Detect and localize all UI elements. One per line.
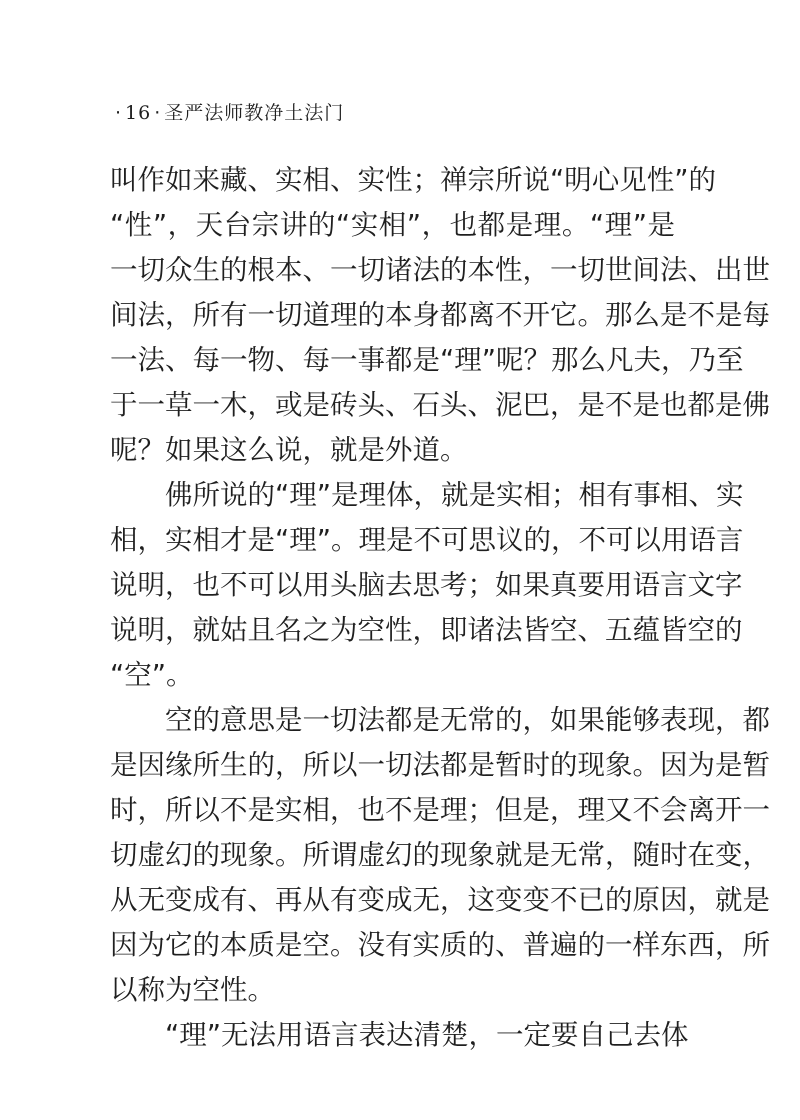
text-line: 间法，所有一切道理的本身都离不开它。那么是不是每 (110, 299, 770, 331)
text-line: “空”。 (110, 659, 194, 691)
text-line: 时，所以不是实相，也不是理；但是，理又不会离开一 (110, 794, 770, 826)
text-line: 说明，就姑且名之为空性，即诸法皆空、五蕴皆空的 (110, 614, 743, 646)
text-line: 相，实相才是“理”。理是不可思议的，不可以用语言 (110, 524, 744, 556)
text-line: 于一草一木，或是砖头、石头、泥巴，是不是也都是佛 (110, 389, 770, 421)
text-line: 叫作如来藏、实相、实性；禅宗所说“明心见性”的 (110, 164, 716, 196)
page-number: 16 (125, 102, 152, 124)
text-line: 是因缘所生的，所以一切法都是暂时的现象。因为是暂 (110, 749, 770, 781)
running-header (112, 98, 344, 125)
paragraph (110, 158, 770, 473)
text-line: 一切众生的根本、一切诸法的本性，一切世间法、出世 (110, 254, 770, 286)
text-line: 从无变成有、再从有变成无，这变变不已的原因，就是 (110, 884, 770, 916)
text-line: 空的意思是一切法都是无常的，如果能够表现，都 (165, 704, 770, 736)
text-line: 呢？如果这么说，就是外道。 (110, 434, 468, 466)
header-dot-left: · (115, 102, 123, 124)
text-line: 切虚幻的现象。所谓虚幻的现象就是无常，随时在变， (110, 839, 770, 871)
paragraph (110, 698, 770, 1013)
paragraph (110, 473, 744, 698)
text-line: “性”，天台宗讲的“实相”，也都是理。“理”是 (110, 209, 675, 241)
text-line: 一法、每一物、每一事都是“理”呢？那么凡夫，乃至 (110, 344, 744, 376)
text-line: 说明，也不可以用头脑去思考；如果真要用语言文字 (110, 569, 743, 601)
text-line: 因为它的本质是空。没有实质的、普遍的一样东西，所 (110, 929, 770, 961)
book-title: 圣严法师教净土法门 (164, 102, 345, 124)
paragraph (110, 1013, 689, 1058)
text-line: “理”无法用语言表达清楚，一定要自己去体 (165, 1019, 689, 1051)
body-text (110, 158, 770, 1058)
header-dot-right: · (154, 102, 162, 124)
text-line: 以称为空性。 (110, 974, 275, 1006)
text-line: 佛所说的“理”是理体，就是实相；相有事相、实 (165, 479, 744, 511)
